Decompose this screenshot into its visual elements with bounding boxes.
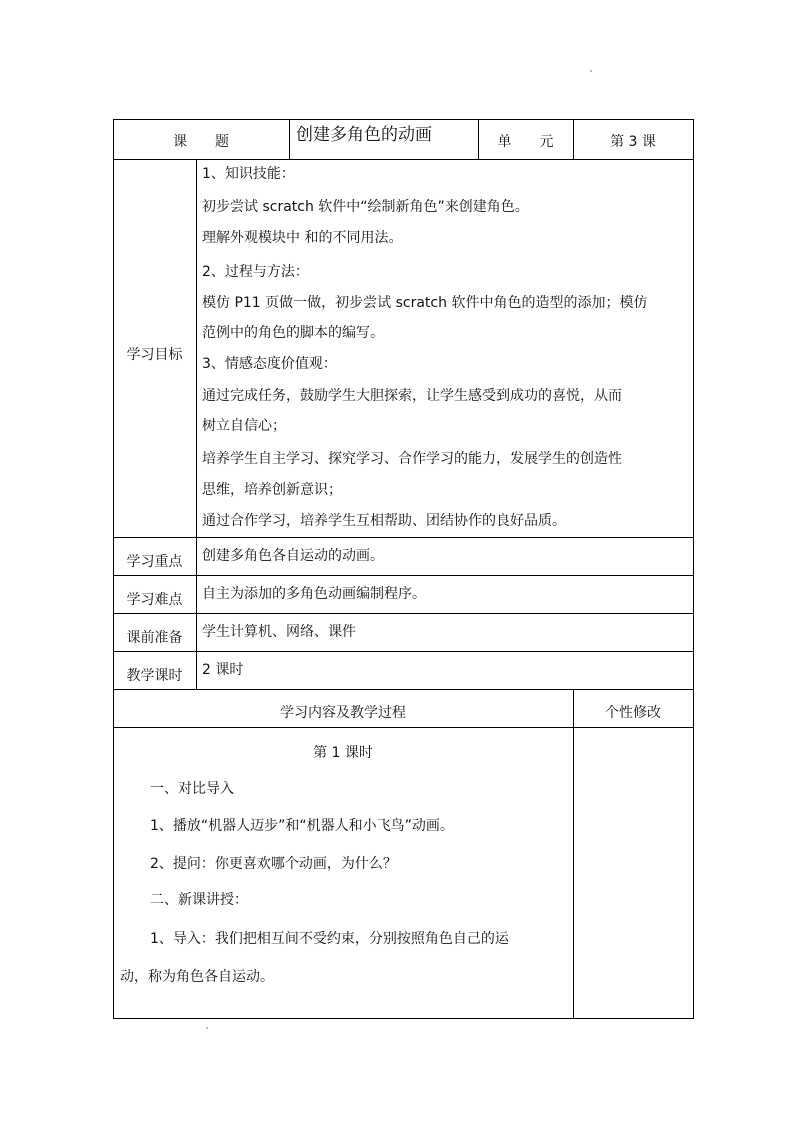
row-value: 学生计算机、网络、课件 — [202, 624, 356, 640]
process-line: 一、对比导入 — [150, 781, 234, 797]
process-header: 学习内容及教学过程 — [280, 705, 406, 721]
revision-header: 个性修改 — [605, 705, 661, 721]
process-line: 二、新课讲授： — [150, 892, 248, 908]
row-value: 自主为添加的多角色动画编制程序。 — [202, 586, 426, 602]
table-border-top — [113, 119, 694, 120]
objective-line: 树立自信心； — [202, 418, 286, 434]
row-label: 课前准备 — [126, 630, 183, 646]
objective-line: 思维，培养创新意识； — [202, 482, 342, 498]
row-value: 2 课时 — [202, 662, 244, 678]
objective-line: 理解外观模块中 和的不同用法。 — [202, 230, 403, 246]
process-line: 1、播放“机器人迈步”和“机器人和小飞鸟”动画。 — [150, 818, 454, 834]
topic-label: 课 题 — [173, 134, 229, 150]
row-label: 教学课时 — [126, 668, 183, 684]
col-divider — [289, 119, 290, 160]
lesson-period-title: 第 1 课时 — [313, 745, 373, 761]
col-divider — [573, 689, 574, 1019]
objective-line: 培养学生自主学习、探究学习、合作学习的能力，发展学生的创造性 — [202, 451, 622, 467]
scan-speck — [206, 1027, 208, 1029]
objective-line: 2、过程与方法： — [202, 264, 309, 280]
process-line: 2、提问：你更喜欢哪个动画，为什么？ — [150, 856, 397, 872]
row-divider — [113, 575, 694, 576]
process-line: 1、导入：我们把相互间不受约束，分别按照角色自己的运 — [150, 931, 509, 947]
row-label: 学习难点 — [126, 592, 183, 608]
process-line: 动，称为角色各自运动。 — [120, 969, 274, 985]
col-divider — [196, 159, 197, 690]
unit-label: 单 元 — [497, 134, 554, 150]
row-divider — [113, 727, 694, 728]
row-divider — [113, 537, 694, 538]
unit-value: 第 3 课 — [610, 134, 656, 150]
row-divider — [113, 689, 694, 690]
objective-line: 1、知识技能： — [202, 166, 295, 182]
table-border-right — [693, 119, 694, 1019]
row-value: 创建多角色各自运动的动画。 — [202, 548, 384, 564]
row-divider — [113, 651, 694, 652]
scan-speck — [590, 70, 592, 72]
objective-line: 3、情感态度价值观： — [202, 356, 337, 372]
objectives-label: 学习目标 — [126, 347, 183, 363]
topic-value: 创建多角色的动画 — [296, 125, 432, 145]
objective-line: 通过完成任务，鼓励学生大胆探索，让学生感受到成功的喜悦，从而 — [202, 388, 622, 404]
objective-line: 初步尝试 scratch 软件中“绘制新角色”来创建角色。 — [202, 199, 529, 215]
row-divider — [113, 613, 694, 614]
objective-line: 通过合作学习，培养学生互相帮助、团结协作的良好品质。 — [202, 513, 566, 529]
row-divider — [113, 159, 694, 160]
row-label: 学习重点 — [126, 554, 183, 570]
objective-line: 范例中的角色的脚本的编写。 — [202, 325, 384, 341]
objective-line: 模仿 P11 页做一做，初步尝试 scratch 软件中角色的造型的添加；模仿 — [202, 295, 648, 311]
table-border-bottom — [113, 1018, 694, 1019]
